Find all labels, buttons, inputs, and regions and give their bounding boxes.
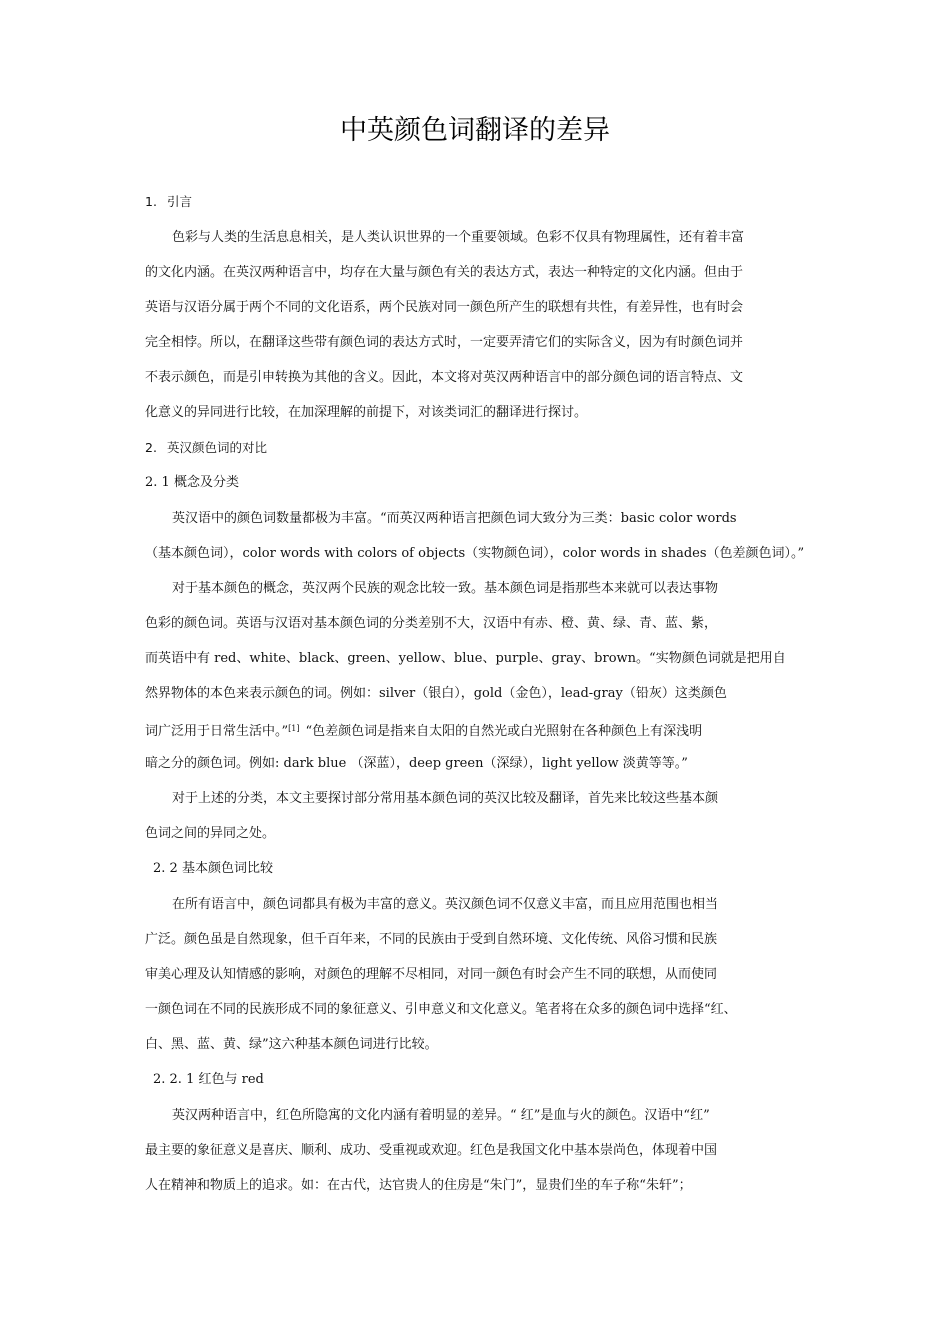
paragraph-line: 暗之分的颜色词。例如: dark blue （深蓝），deep green（深绿），light yellow 淡黄等等。” xyxy=(145,756,688,771)
section-heading-comparison xyxy=(145,439,267,457)
paragraph-line: 白、黑、蓝、黄、绿”这六种基本颜色词进行比较。 xyxy=(145,1037,438,1052)
paragraph-line: 化意义的异同进行比较，在加深理解的前提下，对该类词汇的翻译进行探讨。 xyxy=(145,405,588,420)
paragraph-line: 完全相悖。所以，在翻译这些带有颜色词的表达方式时，一定要弄清它们的实际含义，因为有时颜色词并 xyxy=(145,335,744,350)
citation-mark: [1] xyxy=(288,724,300,733)
paragraph-line: 对于基本颜色的概念，英汉两个民族的观念比较一致。基本颜色词是指那些本来就可以表达事物 xyxy=(172,581,719,596)
paragraph-line: 一颜色词在不同的民族形成不同的象征意义、引申意义和文化意义。笔者将在众多的颜色词中选择“红、 xyxy=(145,1002,737,1017)
paragraph-line: 英汉两种语言中，红色所隐寓的文化内涵有着明显的差异。“ 红”是血与火的颜色。汉语中“红” xyxy=(172,1108,710,1123)
section-number: 2. xyxy=(145,440,157,455)
section-title: 英汉颜色词的对比 xyxy=(166,440,267,455)
paragraph-line: 在所有语言中，颜色词都具有极为丰富的意义。英汉颜色词不仅意义丰富，而且应用范围也相当 xyxy=(172,897,719,912)
section-number: 1. xyxy=(145,194,157,209)
paragraph-line: 对于上述的分类，本文主要探讨部分常用基本颜色词的英汉比较及翻译，首先来比较这些基本颜 xyxy=(172,791,719,806)
paragraph-text: 词广泛用于日常生活中。” xyxy=(145,724,289,739)
paragraph-line: 然界物体的本色来表示颜色的词。例如：silver（银白），gold（金色），lead-gray（铅灰）这类颜色 xyxy=(145,686,727,701)
section-title: 引言 xyxy=(166,194,192,209)
paragraph-line: 的文化内涵。在英汉两种语言中，均存在大量与颜色有关的表达方式，表达一种特定的文化内涵。但由于 xyxy=(145,265,744,280)
paragraph-line: 而英语中有 red、white、black、green、yellow、blue、purple、gray、brown。“实物颜色词就是把用自 xyxy=(145,651,786,666)
paragraph-line: 英语与汉语分属于两个不同的文化语系，两个民族对同一颜色所产生的联想有共性，有差异性，也有时会 xyxy=(145,300,744,315)
paragraph-line-with-citation xyxy=(145,720,702,741)
paragraph-line: 英汉语中的颜色词数量都极为丰富。“而英汉两种语言把颜色词大致分为三类：basic color words xyxy=(172,511,737,526)
paragraph-line: 色彩的颜色词。英语与汉语对基本颜色词的分类差别不大，汉语中有赤、橙、黄、绿、青、蓝、紫， xyxy=(145,616,718,631)
paragraph-line: （基本颜色词），color words with colors of objects（实物颜色词），color words in shades（色差颜色词）。” xyxy=(145,546,805,561)
paragraph-line: 审美心理及认知情感的影响，对颜色的理解不尽相同，对同一颜色有时会产生不同的联想，从而使同 xyxy=(145,967,718,982)
paragraph-text: “色差颜色词是指来自太阳的自然光或白光照射在各种颜色上有深浅明 xyxy=(305,724,703,739)
paragraph-line: 不表示颜色，而是引申转换为其他的含义。因此，本文将对英汉两种语言中的部分颜色词的语言特点、文 xyxy=(145,370,744,385)
document-title: 中英颜色词翻译的差异 xyxy=(340,115,610,146)
subsection-heading: 2. 1 概念及分类 xyxy=(145,475,239,490)
subsection-heading: 2. 2 基本颜色词比较 xyxy=(153,861,273,876)
subsubsection-heading: 2. 2. 1 红色与 red xyxy=(153,1072,264,1087)
paragraph-line: 广泛。颜色虽是自然现象，但千百年来，不同的民族由于受到自然环境、文化传统、风俗习惯和民族 xyxy=(145,932,718,947)
paragraph-line: 人在精神和物质上的追求。如：在古代，达官贵人的住房是“朱门”，显贵们坐的车子称“朱轩”； xyxy=(145,1178,692,1193)
paragraph-line: 色词之间的异同之处。 xyxy=(145,826,276,841)
paragraph-line: 色彩与人类的生活息息相关，是人类认识世界的一个重要领域。色彩不仅具有物理属性，还有着丰富 xyxy=(172,230,745,245)
section-heading-intro xyxy=(145,193,192,211)
paragraph-line: 最主要的象征意义是喜庆、顺利、成功、受重视或欢迎。红色是我国文化中基本崇尚色，体现着中国 xyxy=(145,1143,718,1158)
